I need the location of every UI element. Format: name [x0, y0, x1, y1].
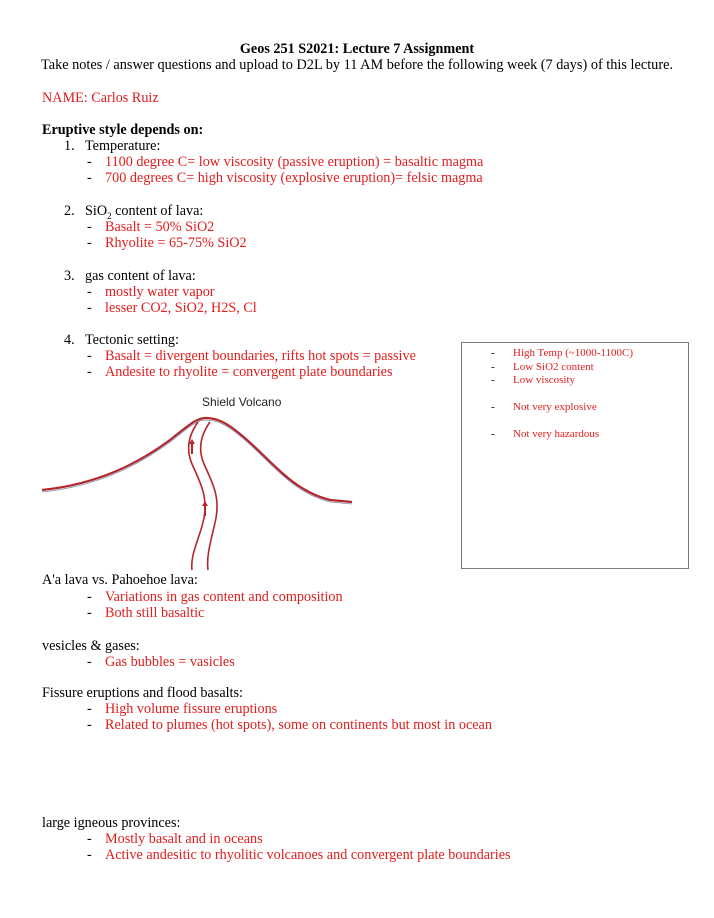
item-label: Temperature: — [85, 138, 161, 154]
name-field: NAME: Carlos Ruiz — [42, 90, 159, 106]
bullet-dash: - — [87, 284, 92, 300]
section-heading-fissure: Fissure eruptions and flood basalts: — [42, 685, 243, 701]
note-text: lesser CO2, SiO2, H2S, Cl — [105, 300, 257, 316]
item-number: 2. — [64, 203, 75, 219]
note-text: Variations in gas content and composition — [105, 589, 343, 605]
note-text: High volume fissure eruptions — [105, 701, 278, 717]
box-note: Low viscosity — [513, 374, 576, 386]
note-text: Related to plumes (hot spots), some on continents but most in ocean — [105, 717, 492, 733]
bullet-dash: - — [491, 347, 495, 359]
figure-caption: Shield Volcano — [202, 395, 282, 409]
note-text: Basalt = 50% SiO2 — [105, 219, 215, 235]
bullet-dash: - — [87, 348, 92, 364]
bullet-dash: - — [87, 154, 92, 170]
item-label: Tectonic setting: — [85, 332, 179, 348]
bullet-dash: - — [87, 847, 92, 863]
bullet-dash: - — [87, 701, 92, 717]
shield-volcano-figure — [40, 392, 360, 572]
bullet-dash: - — [491, 361, 495, 373]
section-heading-eruptive-style: Eruptive style depends on: — [42, 122, 204, 138]
bullet-dash: - — [87, 300, 92, 316]
bullet-dash: - — [87, 717, 92, 733]
bullet-dash: - — [87, 219, 92, 235]
bullet-dash: - — [87, 589, 92, 605]
notes-box — [461, 342, 689, 569]
item-number: 3. — [64, 268, 75, 284]
note-text: Rhyolite = 65-75% SiO2 — [105, 235, 247, 251]
note-text: Gas bubbles = vasicles — [105, 654, 235, 670]
box-note: Low SiO2 content — [513, 361, 594, 373]
bullet-dash: - — [87, 364, 92, 380]
note-text: Andesite to rhyolite = convergent plate boundaries — [105, 364, 393, 380]
box-note: Not very explosive — [513, 401, 597, 413]
note-text: Both still basaltic — [105, 605, 205, 621]
bullet-dash: - — [87, 831, 92, 847]
bullet-dash: - — [87, 654, 92, 670]
bullet-dash: - — [491, 428, 495, 440]
document-subtitle: Take notes / answer questions and upload to D2L by 11 AM before the following week (7 days) of this lecture. — [40, 57, 673, 73]
bullet-dash: - — [491, 401, 495, 413]
section-heading-aa-lava: A'a lava vs. Pahoehoe lava: — [42, 572, 198, 588]
note-text: Mostly basalt and in oceans — [105, 831, 263, 847]
box-note: Not very hazardous — [513, 428, 600, 440]
bullet-dash: - — [87, 170, 92, 186]
item-number: 4. — [64, 332, 75, 348]
shield-volcano-illustration — [40, 392, 360, 572]
bullet-dash: - — [491, 374, 495, 386]
bullet-dash: - — [87, 235, 92, 251]
box-note: High Temp (~1000-1100C) — [513, 347, 634, 359]
note-text: 1100 degree C= low viscosity (passive eruption) = basaltic magma — [105, 154, 484, 170]
note-text: mostly water vapor — [105, 284, 215, 300]
section-heading-vesicles: vesicles & gases: — [42, 638, 140, 654]
note-text: Basalt = divergent boundaries, rifts hot spots = passive — [105, 348, 416, 364]
note-text: 700 degrees C= high viscosity (explosive eruption)= felsic magma — [105, 170, 483, 186]
document-title: Geos 251 S2021: Lecture 7 Assignment — [239, 41, 475, 57]
item-label: gas content of lava: — [85, 268, 196, 284]
item-label: SiO$_2$ content of lava: — [85, 203, 204, 221]
bullet-dash: - — [87, 605, 92, 621]
section-heading-lip: large igneous provinces: — [42, 815, 181, 831]
note-text: Active andesitic to rhyolitic volcanoes and convergent plate boundaries — [105, 847, 511, 863]
item-number: 1. — [64, 138, 75, 154]
